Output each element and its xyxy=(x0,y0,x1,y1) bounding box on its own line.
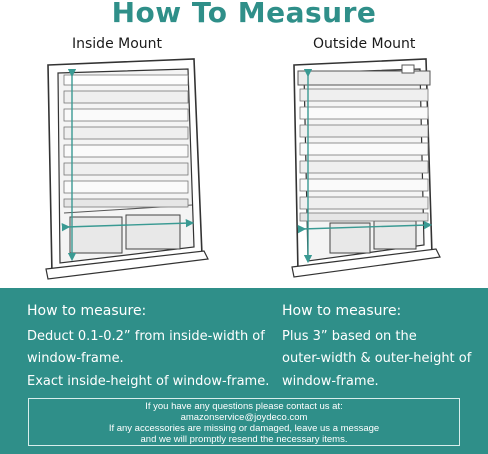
outside-mount-window-illustration xyxy=(290,55,450,285)
outside-heading: How to measure: xyxy=(282,303,402,319)
contact-line: and we will promptly resend the necessary items. xyxy=(140,434,348,445)
outside-mount-label: Outside Mount xyxy=(313,36,416,52)
inside-mount-instructions xyxy=(27,300,269,393)
outside-mount-instructions xyxy=(282,300,471,393)
instructions-panel xyxy=(0,288,488,454)
contact-notice xyxy=(28,398,460,446)
inside-mount-window-illustration xyxy=(44,55,214,285)
contact-email: amazonservice@joydeco.com xyxy=(180,412,308,423)
page-title: How To Measure xyxy=(111,0,377,29)
contact-line: If you have any questions please contact us at: xyxy=(145,401,343,412)
inside-line: Deduct 0.1-0.2” from inside-width of xyxy=(27,328,265,344)
inside-mount-label: Inside Mount xyxy=(72,36,163,52)
outside-line: outer-width & outer-height of xyxy=(282,351,472,366)
inside-line: window-frame. xyxy=(27,351,124,366)
outside-line: window-frame. xyxy=(282,373,379,389)
inside-line: Exact inside-height of window-frame. xyxy=(27,373,270,389)
contact-line: If any accessories are missing or damaged, leave us a message xyxy=(108,423,380,434)
outside-line: Plus 3” based on the xyxy=(282,328,417,344)
inside-heading: How to measure: xyxy=(27,303,147,319)
